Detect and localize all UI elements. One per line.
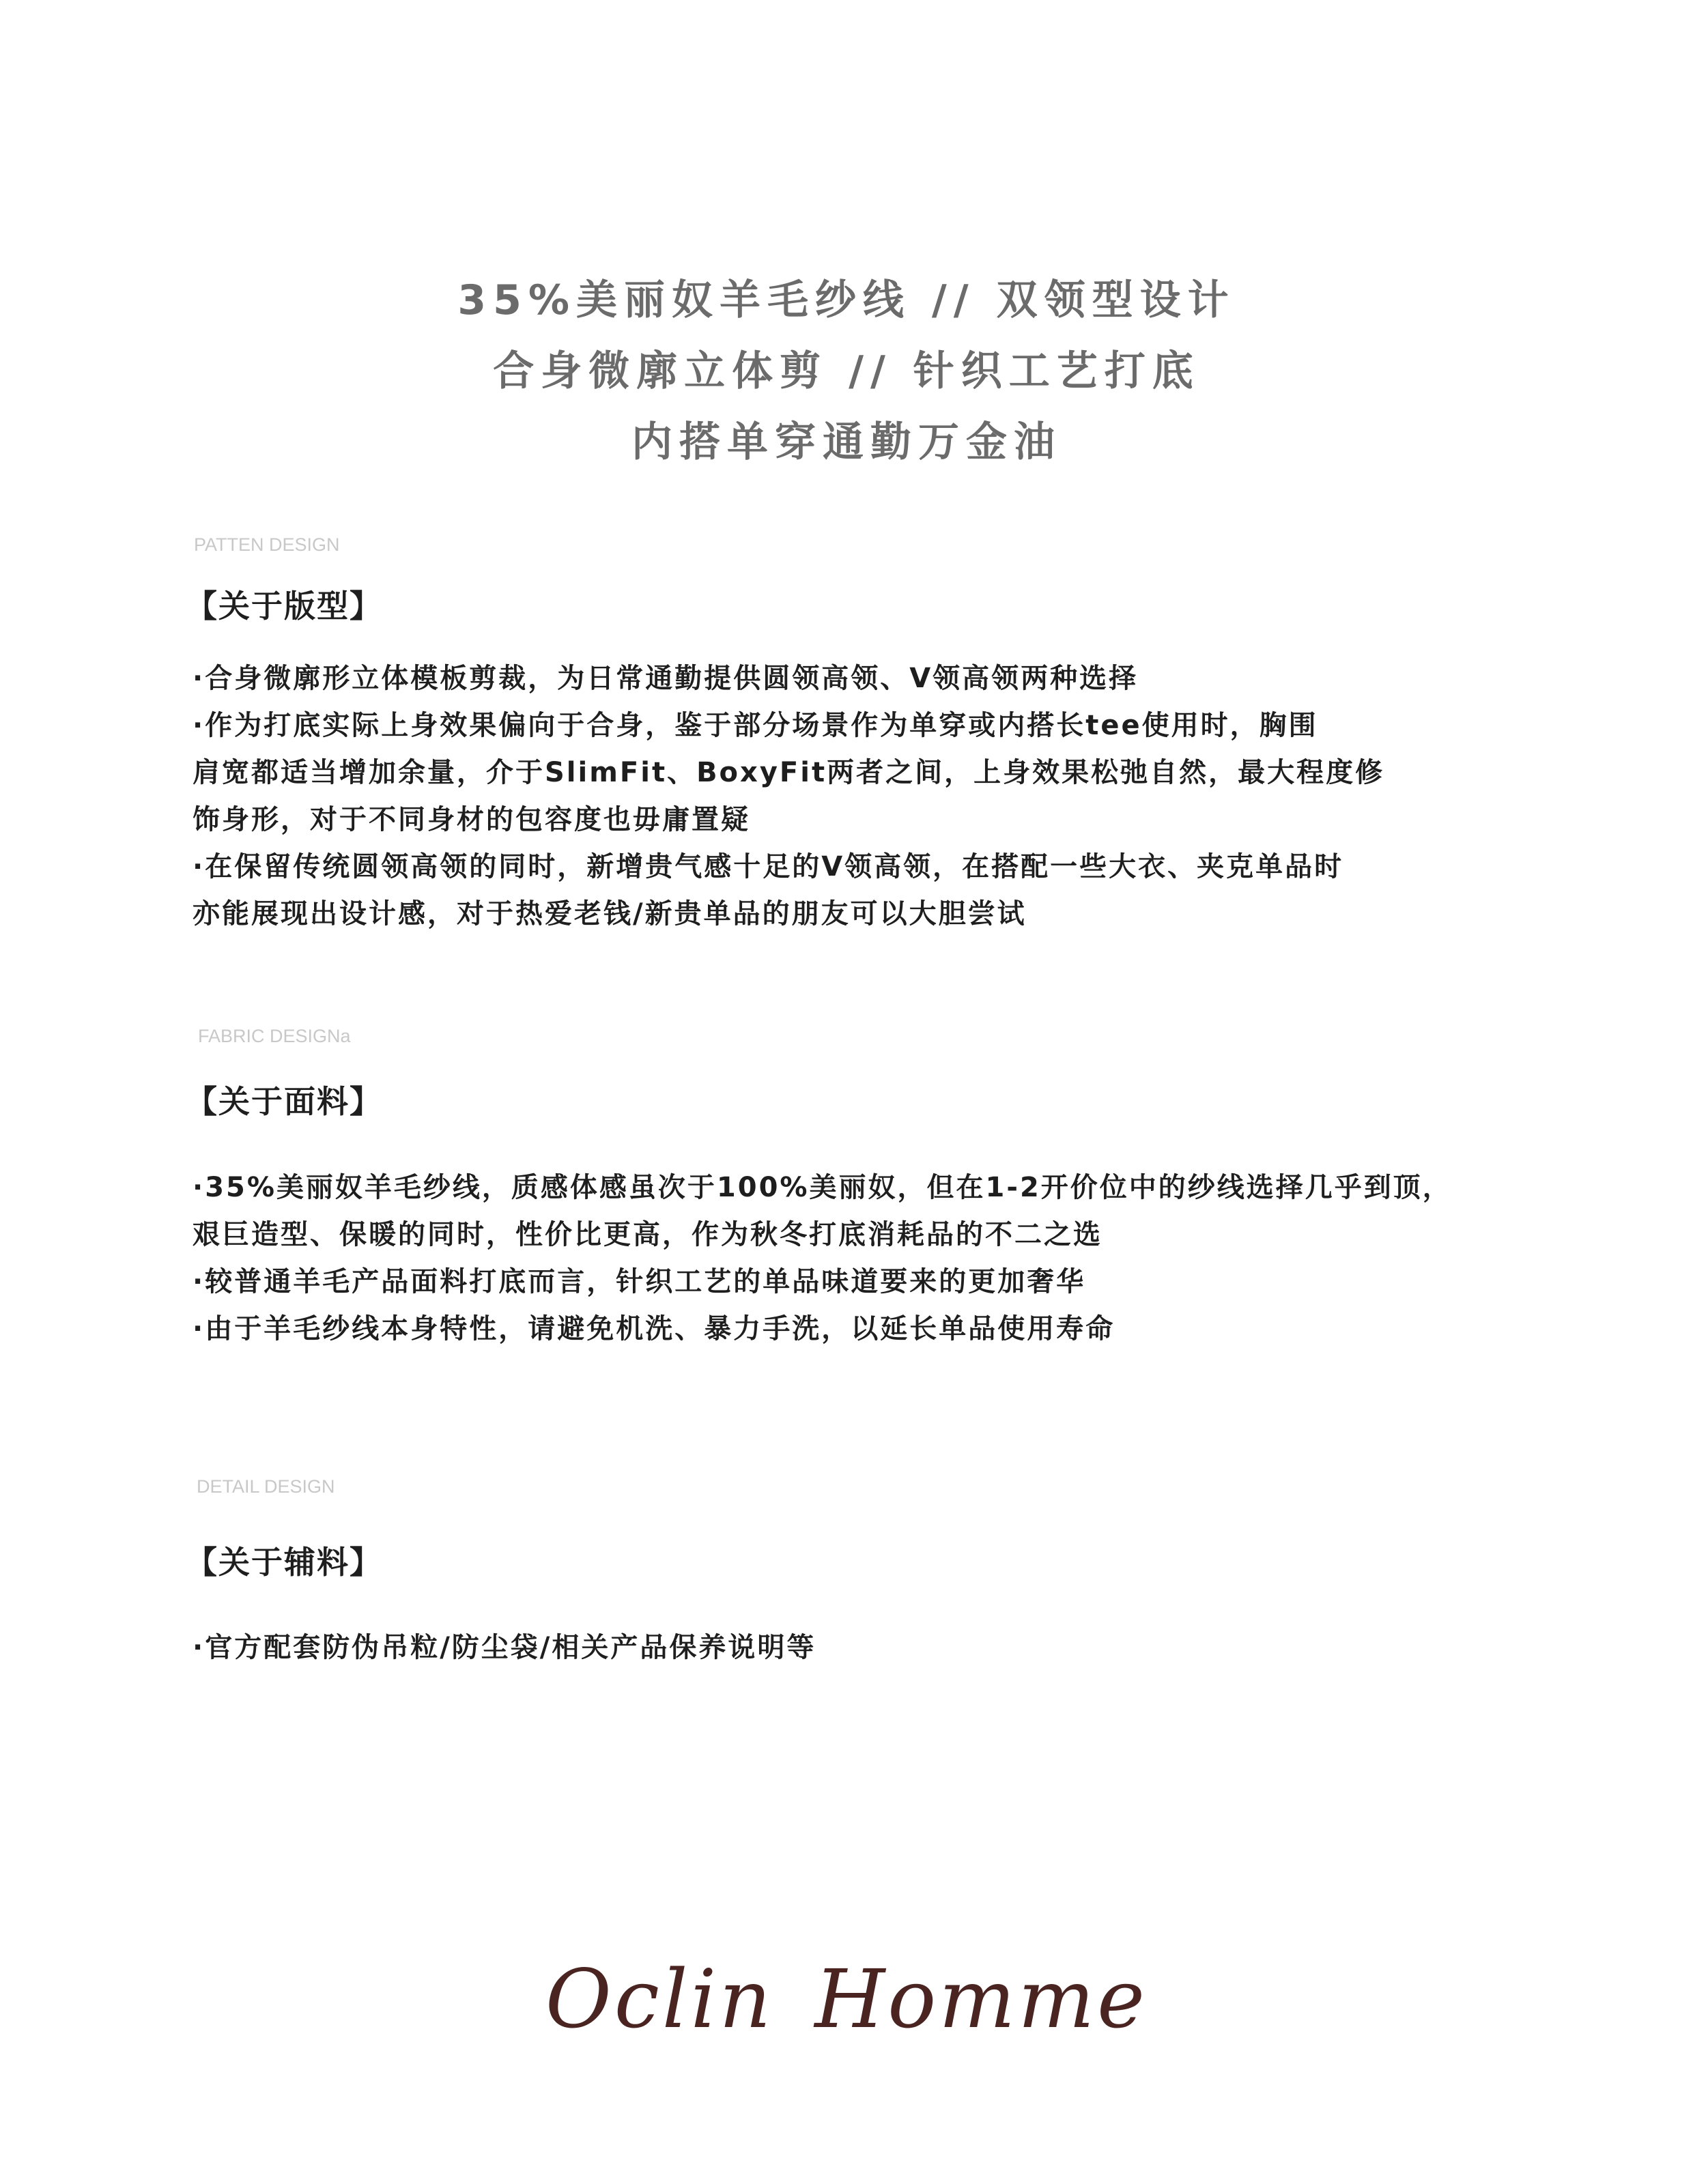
body-line: ·由于羊毛纱线本身特性，请避免机洗、暴力手洗，以延长单品使用寿命: [193, 1313, 1115, 1345]
section-body-pattern: [193, 655, 1558, 938]
body-line: ·合身微廓形立体模板剪裁，为日常通勤提供圆领高领、V领高领两种选择: [193, 663, 1139, 694]
body-line: 亦能展现出设计感，对于热爱老钱/新贵单品的朋友可以大胆尝试: [193, 898, 1027, 930]
headline-line-3: 内搭单穿通勤万金油: [631, 418, 1062, 466]
headline-line-1: 35%美丽奴羊毛纱线 // 双领型设计: [457, 276, 1236, 324]
signature-word-2: Homme: [814, 1952, 1148, 2046]
body-line: ·35%美丽奴羊毛纱线，质感体感虽次于100%美丽奴，但在1-2开价位中的纱线选择几乎到顶，: [193, 1172, 1452, 1203]
section-body-fabric: [193, 1164, 1558, 1353]
body-line: ·在保留传统圆领高领的同时，新增贵气感十足的V领高领，在搭配一些大衣、夹克单品时: [193, 851, 1344, 882]
section-tag-pattern: PATTEN DESIGN: [194, 534, 340, 555]
signature-word-1: Oclin: [545, 1952, 774, 2046]
section-tag-fabric: FABRIC DESIGNa: [198, 1026, 351, 1046]
section-tag-detail: DETAIL DESIGN: [197, 1476, 335, 1497]
brand-signature: [0, 1952, 1693, 2046]
body-line: ·较普通羊毛产品面料打底而言，针织工艺的单品味道要来的更加奢华: [193, 1266, 1086, 1297]
section-title-fabric: 【关于面料】: [186, 1083, 382, 1120]
section-title-pattern: 【关于版型】: [186, 588, 382, 624]
headline: [0, 265, 1693, 478]
body-line: 饰身形，对于不同身材的包容度也毋庸置疑: [193, 804, 750, 835]
body-line: ·作为打底实际上身效果偏向于合身，鉴于部分场景作为单穿或内搭长tee使用时，胸围: [193, 710, 1318, 741]
body-line: ·官方配套防伪吊粒/防尘袋/相关产品保养说明等: [193, 1632, 816, 1663]
body-line: 肩宽都适当增加余量，介于SlimFit、BoxyFit两者之间，上身效果松弛自然，最大程度修: [193, 757, 1385, 788]
section-title-detail: 【关于辅料】: [186, 1544, 382, 1581]
section-body-detail: [193, 1624, 1558, 1671]
headline-line-2: 合身微廓立体剪 // 针织工艺打底: [493, 347, 1200, 395]
body-line: 艰巨造型、保暖的同时，性价比更高，作为秋冬打底消耗品的不二之选: [193, 1219, 1102, 1250]
